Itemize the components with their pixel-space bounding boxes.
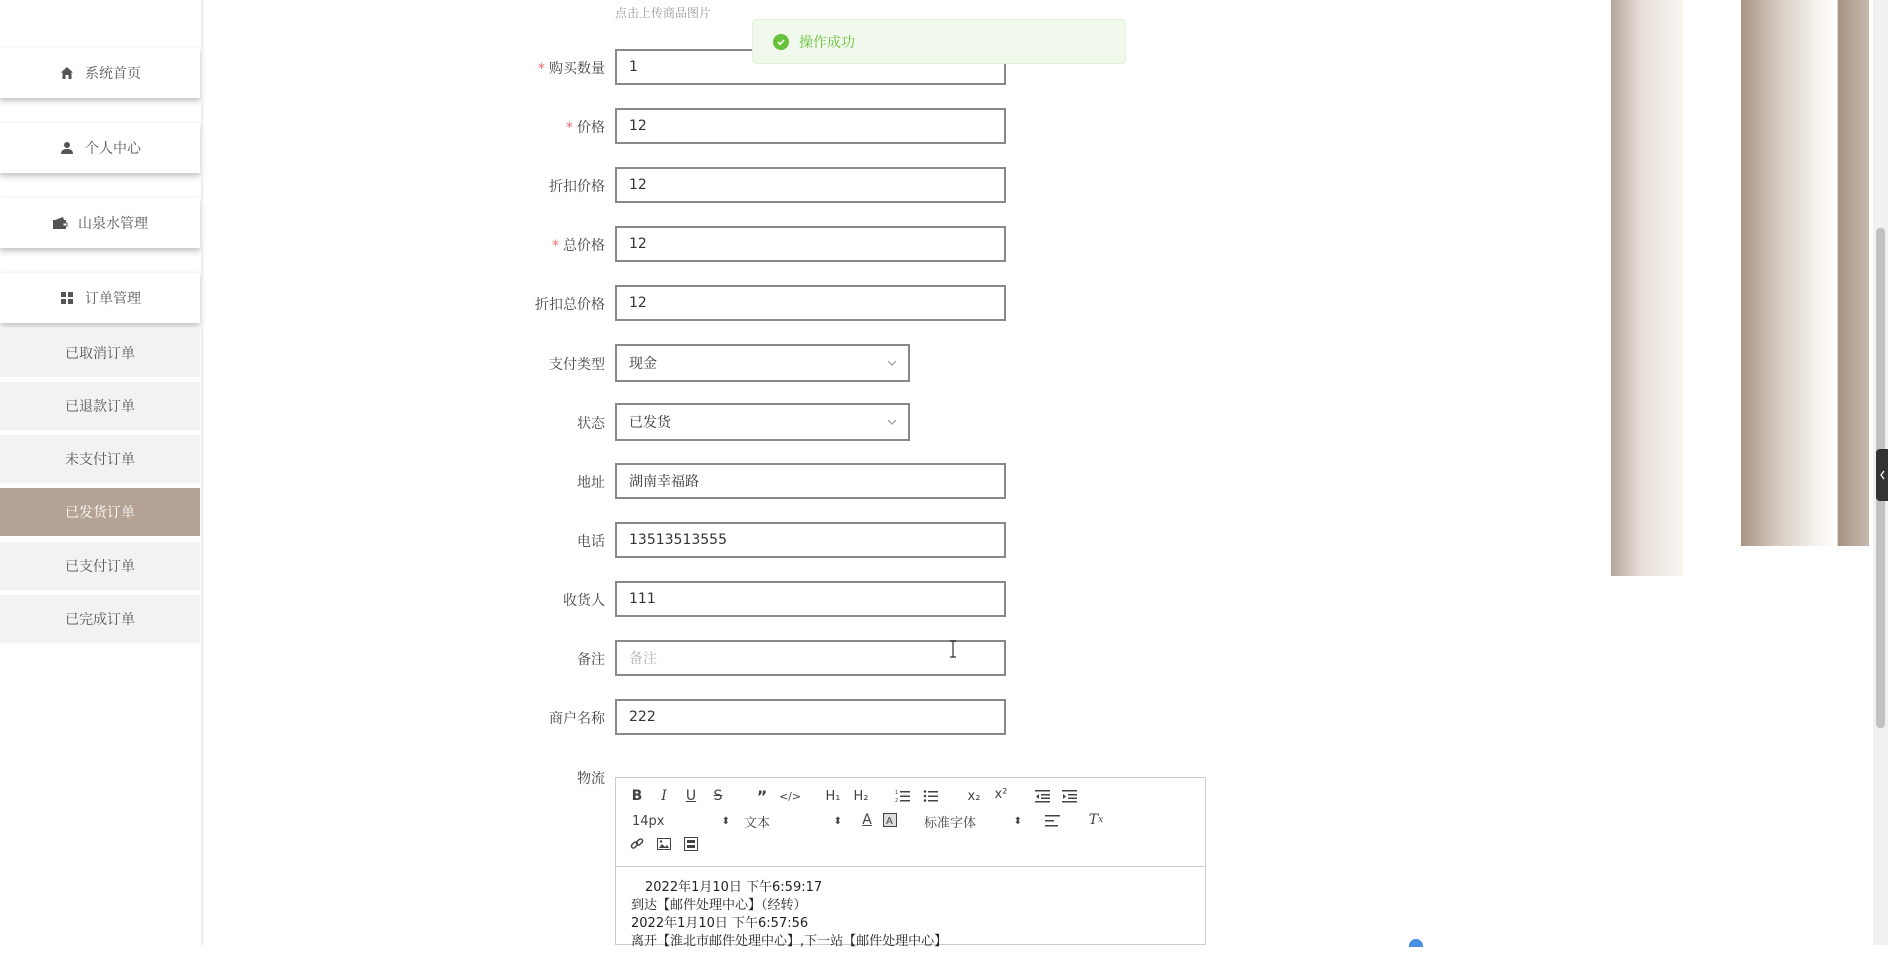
chevron-left-icon — [1876, 449, 1888, 501]
link-icon[interactable] — [629, 836, 645, 852]
font-size-select[interactable]: 14px ⬍ — [632, 813, 730, 829]
menu-label: 山泉水管理 — [78, 216, 148, 232]
editor-line: 离开【淮北市邮件处理中心】,下一站【邮件处理中心】 — [631, 934, 948, 949]
blockquote-icon[interactable]: ” — [756, 786, 768, 806]
sidebar-divider — [201, 0, 204, 945]
chevron-down-icon — [886, 357, 898, 369]
h2-icon[interactable]: H₂ — [853, 788, 869, 804]
sidebar-item-completed-orders[interactable] — [0, 595, 200, 643]
svg-text:2: 2 — [895, 798, 899, 803]
editor-toolbar — [616, 778, 1205, 867]
sidebar-item-shipped-orders[interactable] — [0, 488, 200, 536]
background-color-icon[interactable] — [882, 811, 898, 829]
user-icon — [59, 140, 75, 156]
discount-price-input[interactable]: 12 — [615, 167, 1006, 203]
total-price-label: * 总价格 — [552, 238, 605, 254]
grid-icon — [59, 290, 75, 306]
sub-item-label: 已发货订单 — [65, 505, 135, 521]
toast-message: 操作成功 — [799, 34, 855, 51]
editor-line: 2022年1月10日 下午6:59:17 — [645, 880, 823, 895]
image-icon[interactable] — [656, 836, 672, 852]
indent-icon[interactable] — [1061, 788, 1079, 804]
address-input[interactable]: 湖南幸福路 — [615, 463, 1006, 499]
sub-item-label: 未支付订单 — [65, 452, 135, 468]
chevron-down-icon — [886, 416, 898, 428]
subscript-icon[interactable]: x₂ — [967, 788, 981, 804]
underline-icon[interactable]: U — [685, 788, 697, 804]
pay-type-label: 支付类型 — [549, 357, 605, 373]
font-family-select[interactable]: 标准字体 ⬍ — [924, 815, 1022, 831]
align-icon[interactable] — [1044, 813, 1062, 829]
pay-type-select[interactable]: 现金 — [615, 344, 910, 382]
menu-item-water[interactable] — [0, 198, 200, 248]
sub-item-label: 已完成订单 — [65, 612, 135, 628]
menu-item-profile[interactable] — [0, 123, 200, 173]
superscript-icon[interactable]: x² — [994, 786, 1008, 802]
bold-icon[interactable]: B — [631, 788, 643, 804]
logistics-editor[interactable] — [615, 777, 1206, 949]
sub-item-label: 已退款订单 — [65, 399, 135, 415]
discount-total-input[interactable]: 12 — [615, 285, 1006, 321]
phone-input[interactable]: 13513513555 — [615, 522, 1006, 558]
home-icon — [59, 65, 75, 81]
status-label: 状态 — [577, 416, 605, 432]
bullet-list-icon[interactable] — [922, 788, 940, 804]
background-image-decor — [1611, 0, 1683, 576]
menu-item-orders[interactable] — [0, 273, 200, 323]
side-panel-handle[interactable] — [1876, 449, 1888, 501]
remark-input[interactable]: 备注 — [615, 640, 1006, 676]
logistics-label: 物流 — [577, 771, 605, 787]
h1-icon[interactable]: H₁ — [825, 788, 841, 804]
discount-price-label: 折扣价格 — [549, 179, 605, 195]
price-label: * 价格 — [566, 120, 605, 136]
quantity-label: * 购买数量 — [538, 61, 605, 77]
total-price-input[interactable]: 12 — [615, 226, 1006, 262]
floating-indicator — [1409, 939, 1423, 947]
phone-label: 电话 — [577, 534, 605, 550]
menu-item-home[interactable] — [0, 48, 200, 98]
clear-format-icon[interactable]: T x — [1088, 812, 1104, 828]
menu-label: 个人中心 — [85, 141, 141, 157]
check-circle-icon — [773, 34, 789, 50]
sub-item-label: 已支付订单 — [65, 559, 135, 575]
header-select[interactable]: 文本 ⬍ — [744, 815, 842, 831]
editor-content[interactable] — [616, 867, 1205, 963]
required-mark: * — [552, 238, 559, 254]
receiver-label: 收货人 — [563, 593, 605, 609]
svg-text:A: A — [886, 816, 893, 827]
status-select[interactable]: 已发货 — [615, 403, 910, 441]
editor-line: 2022年1月10日 下午6:57:56 — [631, 916, 809, 931]
editor-line: 到达【邮件处理中心】（经转） — [631, 898, 807, 913]
sidebar-item-refunded-orders[interactable] — [0, 382, 200, 430]
upload-tip: 点击上传商品图片 — [615, 6, 712, 20]
success-toast — [752, 19, 1126, 64]
sidebar-item-cancelled-orders[interactable] — [0, 329, 200, 377]
discount-total-label: 折扣总价格 — [535, 297, 605, 313]
price-input[interactable]: 12 — [615, 108, 1006, 144]
sub-item-label: 已取消订单 — [65, 346, 135, 362]
menu-label: 系统首页 — [85, 66, 141, 82]
italic-icon[interactable]: I — [661, 788, 667, 804]
ordered-list-icon[interactable] — [894, 788, 912, 804]
wallet-icon — [52, 215, 68, 231]
merchant-label: 商户名称 — [549, 711, 605, 727]
outdent-icon[interactable] — [1034, 788, 1052, 804]
remark-label: 备注 — [577, 652, 605, 668]
menu-label: 订单管理 — [85, 291, 141, 307]
sidebar-item-paid-orders[interactable] — [0, 542, 200, 590]
required-mark: * — [566, 120, 573, 136]
text-cursor-icon — [948, 640, 958, 658]
required-mark: * — [538, 61, 545, 77]
merchant-input[interactable]: 222 — [615, 699, 1006, 735]
quantity-input[interactable]: 1 — [615, 49, 1006, 85]
address-label: 地址 — [577, 475, 605, 491]
strike-icon[interactable]: S — [713, 788, 723, 804]
background-image-decor — [1741, 0, 1869, 546]
code-icon[interactable]: </> — [778, 789, 802, 803]
sidebar-item-unpaid-orders[interactable] — [0, 435, 200, 483]
font-color-icon[interactable]: A — [862, 812, 872, 828]
svg-text:1: 1 — [895, 790, 899, 796]
video-icon[interactable] — [683, 836, 699, 852]
receiver-input[interactable]: 111 — [615, 581, 1006, 617]
sidebar — [0, 0, 201, 945]
